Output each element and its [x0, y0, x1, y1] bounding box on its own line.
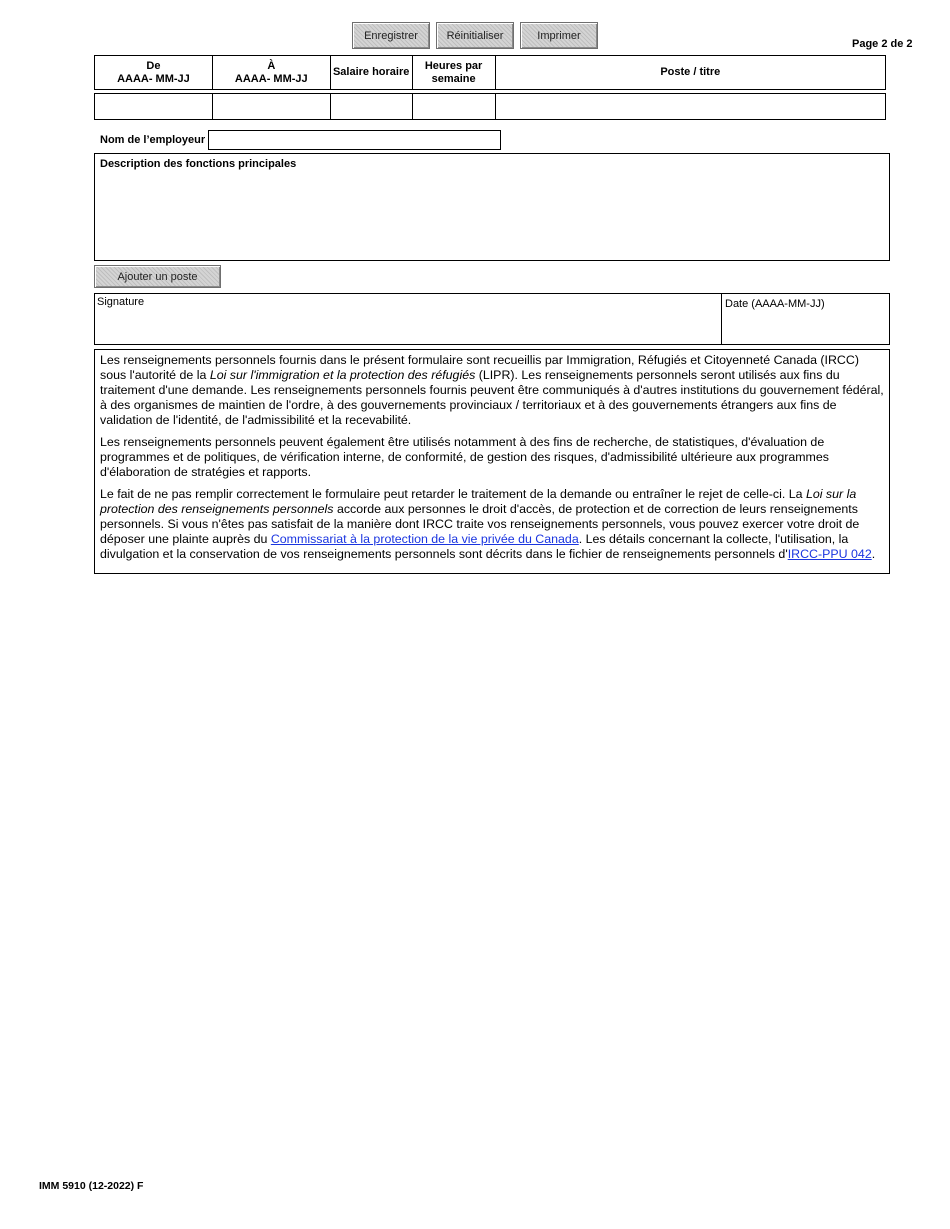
signature-field[interactable]	[95, 310, 719, 344]
add-position-button[interactable]: Ajouter un poste	[94, 265, 221, 288]
date-label: Date (AAAA-MM-JJ)	[725, 298, 825, 310]
save-button[interactable]: Enregistrer	[352, 22, 430, 49]
hourly-wage-input[interactable]	[330, 94, 412, 120]
ircc-ppu-042-link[interactable]: IRCC-PPU 042	[787, 547, 872, 561]
employment-history-table	[94, 55, 886, 120]
position-title-input[interactable]	[495, 94, 885, 120]
col-hours-header: Heures par semaine	[412, 56, 495, 90]
privacy-notice	[94, 349, 890, 574]
from-date-input[interactable]	[95, 94, 213, 120]
table-header-row	[95, 56, 886, 90]
table-row	[95, 94, 886, 120]
page-number: Page 2 de 2	[852, 38, 913, 50]
privacy-paragraph-3: Le fait de ne pas remplir correctement le formulaire peut retarder le traitement de la demande ou entraîner le rejet de celle-ci. La Loi sur la protection des renseignements personnels accorde aux personnes le droit d'accès, de protection et de correction de leurs renseignements personnels. Si vous n'êtes pas satisfait de la manière dont IRCC traite vos renseignements personnels, vous pouvez exercer votre droit de déposer une plainte auprès du Commissariat à la protection de la vie privée du Canada. Les détails concernant la collecte, l'utilisation, la divulgation et la conservation de vos renseignements personnels sont décrits dans le fichier de renseignements personnels d'IRCC-PPU 042.	[100, 487, 876, 561]
privacy-commissioner-link[interactable]: Commissariat à la protection de la vie privée du Canada	[270, 532, 579, 546]
employer-name-input[interactable]	[208, 130, 501, 150]
col-title-header: Poste / titre	[495, 56, 885, 90]
privacy-paragraph-1: Les renseignements personnels fournis dans le présent formulaire sont recueillis par Immigration, Réfugiés et Citoyenneté Canada (IRCC) sous l'autorité de la Loi sur l'immigration et la protection des réfugiés (LIPR). Les renseignements personnels seront utilisés aux fins du traitement d'une demande. Les renseignements personnels fournis peuvent être communiqués à d'autres institutions du gouvernement fédéral, à des organismes de maintien de l'ordre, à des gouvernements provinciaux / territoriaux et à des gouvernements étrangers aux fins de validation de l'identité, de l'admissibilité et la recevabilité.	[100, 353, 884, 427]
date-field[interactable]	[722, 314, 888, 344]
reset-button[interactable]: Réinitialiser	[436, 22, 514, 49]
duties-description-field[interactable]	[94, 153, 890, 261]
to-date-input[interactable]	[212, 94, 330, 120]
form-id: IMM 5910 (12-2022) F	[39, 1180, 144, 1192]
privacy-act-title: Loi sur la protection des renseignements personnels	[100, 487, 857, 516]
duties-description-label: Description des fonctions principales	[100, 158, 297, 170]
privacy-paragraph-2: Les renseignements personnels peuvent également être utilisés notamment à des fins de recherche, de statistiques, d'évaluation de programmes et de politiques, de vérification interne, de conformité, de gestion des risques, d'admissibilité ultérieure aux programmes d'élaboration de stratégies et rapports.	[100, 435, 829, 479]
print-button[interactable]: Imprimer	[520, 22, 598, 49]
employer-name-label: Nom de l’employeur	[100, 134, 206, 146]
col-from-header: De AAAA- MM-JJ	[95, 56, 213, 90]
signature-label: Signature	[97, 296, 145, 308]
hours-per-week-input[interactable]	[412, 94, 495, 120]
col-wage-header: Salaire horaire	[330, 56, 412, 90]
col-to-header: À AAAA- MM-JJ	[212, 56, 330, 90]
lipr-law-title: Loi sur l'immigration et la protection des réfugiés	[209, 368, 476, 382]
